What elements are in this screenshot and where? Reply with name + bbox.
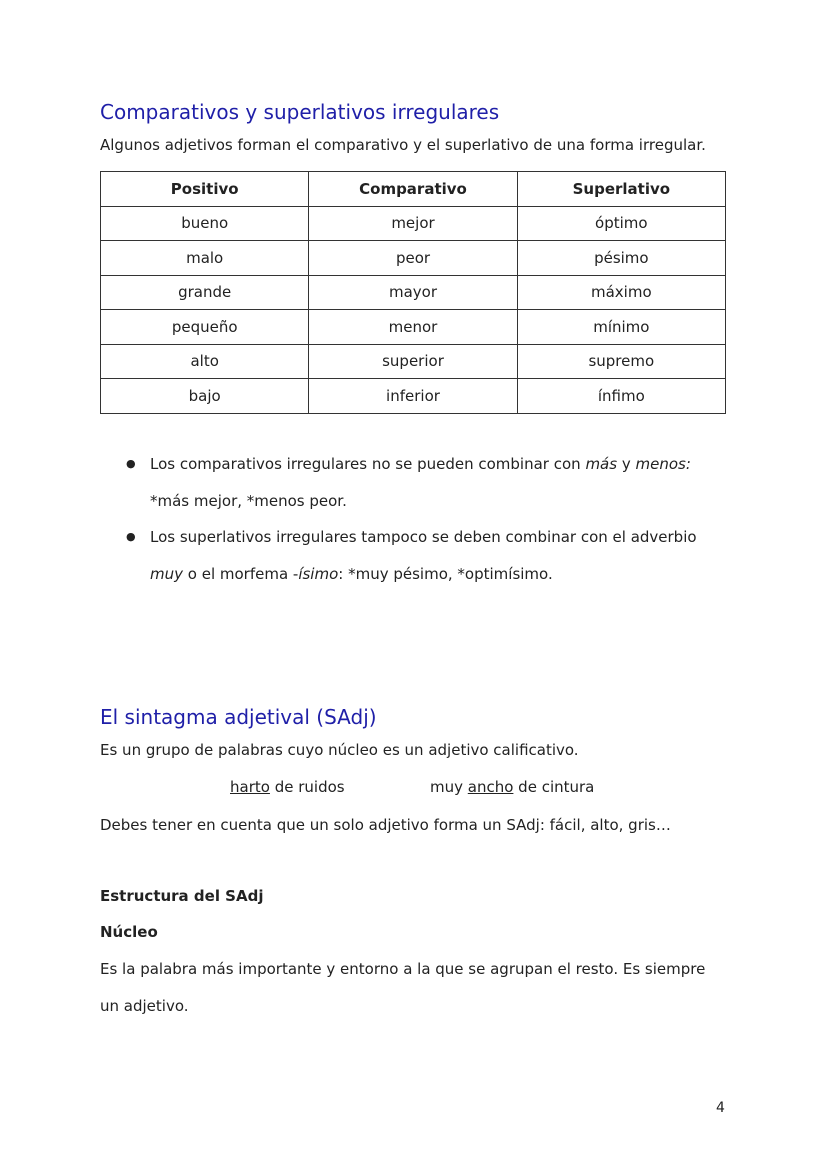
table-header-cell: Comparativo bbox=[309, 172, 517, 207]
bullet-text-italic: menos: bbox=[635, 455, 691, 473]
table-row bbox=[101, 241, 726, 276]
bullet-text: : *muy pésimo, *optimísimo. bbox=[338, 564, 553, 583]
example-1 bbox=[230, 777, 345, 797]
section-title-irregulares: Comparativos y superlativos irregulares bbox=[100, 100, 500, 124]
table-cell: superior bbox=[309, 344, 517, 379]
table-cell: bueno bbox=[101, 206, 309, 241]
page-number: 4 bbox=[716, 1100, 725, 1116]
bullet-text-italic: más bbox=[585, 455, 618, 473]
example-text: de cintura bbox=[513, 778, 595, 796]
table-cell: ínfimo bbox=[517, 379, 725, 414]
list-item bbox=[100, 446, 740, 519]
note-paragraph: Debes tener en cuenta que un solo adjetivo forma un SAdj: fácil, alto, gris… bbox=[100, 816, 671, 834]
table-cell: óptimo bbox=[517, 206, 725, 241]
example-2 bbox=[430, 777, 594, 797]
structure-heading: Estructura del SAdj bbox=[100, 887, 264, 905]
table-cell: mínimo bbox=[517, 310, 725, 345]
section-title-sintagma: El sintagma adjetival (SAdj) bbox=[100, 705, 377, 729]
table-cell: pésimo bbox=[517, 241, 725, 276]
bullet-text: y bbox=[617, 455, 636, 473]
bullet-list bbox=[100, 446, 740, 592]
table-cell: supremo bbox=[517, 344, 725, 379]
table-cell: peor bbox=[309, 241, 517, 276]
table-header-row bbox=[101, 172, 726, 207]
table-cell: mejor bbox=[309, 206, 517, 241]
nucleus-heading: Núcleo bbox=[100, 923, 158, 941]
table-row bbox=[101, 206, 726, 241]
example-text: de ruidos bbox=[269, 778, 345, 796]
table-header-cell: Superlativo bbox=[517, 172, 725, 207]
bullet-text: Los superlativos irregulares tampoco se deben combinar con el adverbio bbox=[150, 528, 697, 546]
intro-paragraph: Algunos adjetivos forman el comparativo y el superlativo de una forma irregular. bbox=[100, 136, 706, 154]
irregular-adjectives-table bbox=[100, 171, 726, 414]
example-head-word: harto bbox=[230, 778, 270, 796]
table-cell: bajo bbox=[101, 379, 309, 414]
example-text: muy bbox=[430, 778, 468, 796]
table-row bbox=[101, 275, 726, 310]
example-head-word: ancho bbox=[467, 778, 514, 796]
table-row bbox=[101, 344, 726, 379]
table-row bbox=[101, 310, 726, 345]
list-item bbox=[100, 519, 740, 592]
table-cell: grande bbox=[101, 275, 309, 310]
bullet-text-italic: muy bbox=[150, 564, 183, 583]
bullet-text-italic: ísimo bbox=[298, 564, 339, 583]
bullet-text: o el morfema - bbox=[183, 564, 299, 583]
table-header-cell: Positivo bbox=[101, 172, 309, 207]
table-cell: malo bbox=[101, 241, 309, 276]
bullet-text: *más mejor, *menos peor. bbox=[150, 491, 347, 510]
bullet-icon: ● bbox=[126, 457, 136, 470]
bullet-icon: ● bbox=[126, 530, 136, 543]
table-cell: inferior bbox=[309, 379, 517, 414]
table-row bbox=[101, 379, 726, 414]
table-cell: menor bbox=[309, 310, 517, 345]
nucleus-paragraph-line2: un adjetivo. bbox=[100, 997, 189, 1015]
table-cell: pequeño bbox=[101, 310, 309, 345]
table-cell: alto bbox=[101, 344, 309, 379]
table-cell: mayor bbox=[309, 275, 517, 310]
bullet-text: Los comparativos irregulares no se pueden combinar con bbox=[150, 455, 586, 473]
nucleus-paragraph-line1: Es la palabra más importante y entorno a la que se agrupan el resto. Es siempre bbox=[100, 960, 706, 978]
definition-paragraph: Es un grupo de palabras cuyo núcleo es un adjetivo calificativo. bbox=[100, 741, 579, 759]
table-cell: máximo bbox=[517, 275, 725, 310]
